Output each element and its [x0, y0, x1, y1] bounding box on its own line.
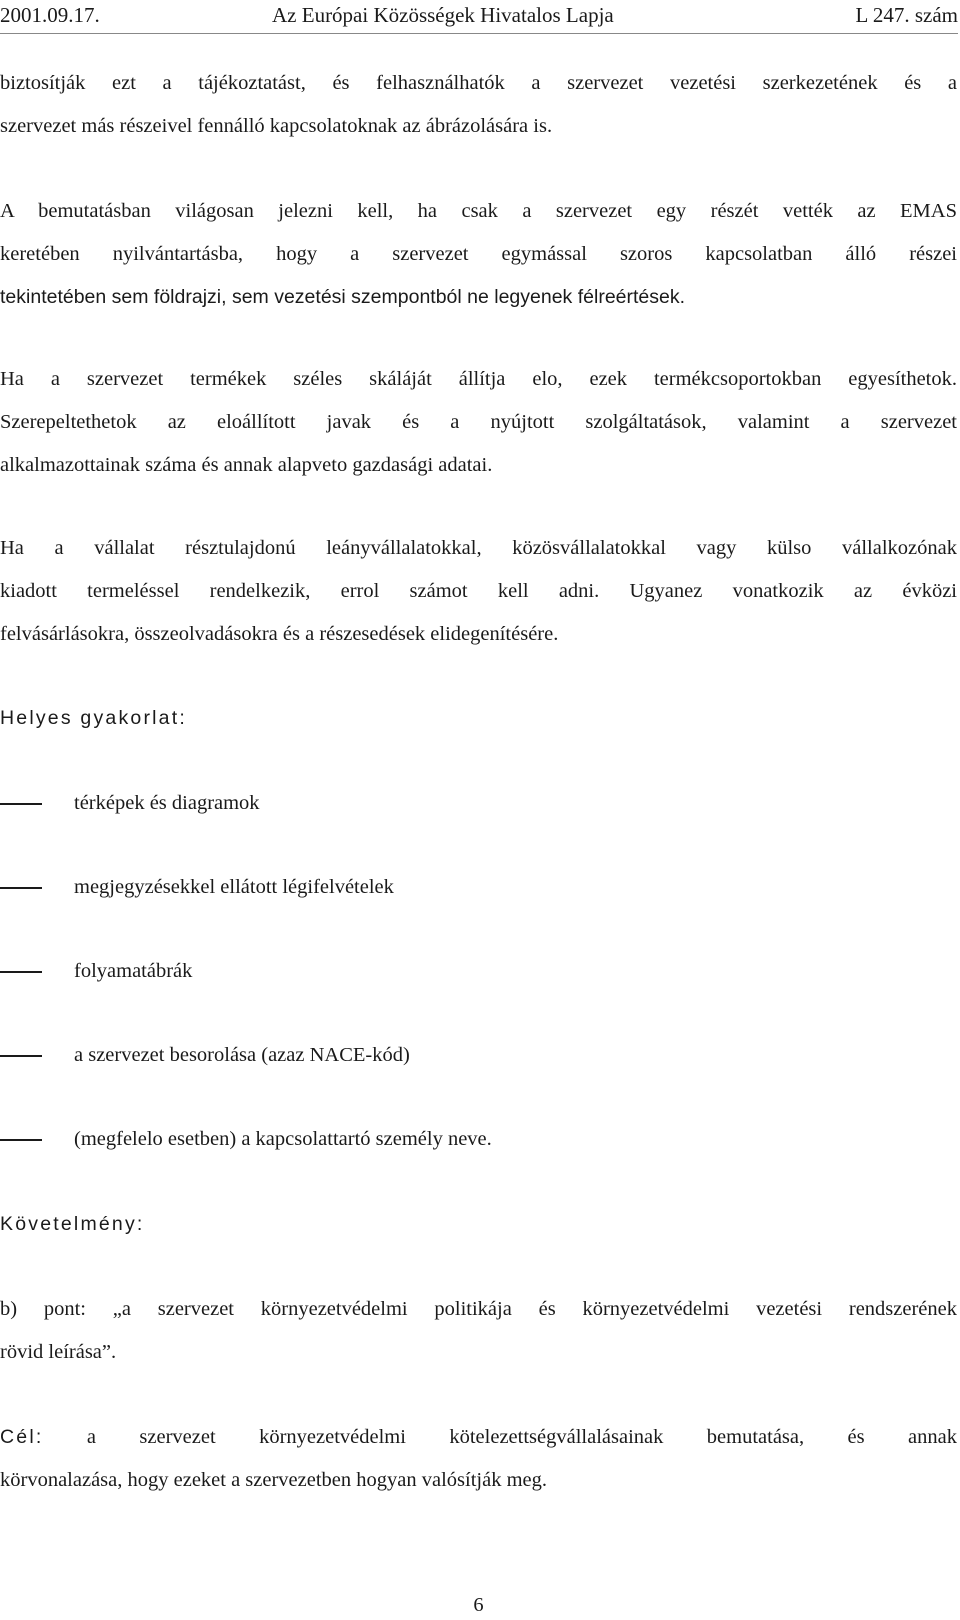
paragraph-line: A bemutatásban világosan jelezni kell, ha csak a szervezet egy részét vették az EMAS [0, 200, 957, 222]
list-item-text: megjegyzésekkel ellátott légifelvételek [74, 876, 394, 898]
page-number: 6 [473, 1594, 484, 1616]
header-divider [0, 33, 958, 34]
paragraph-line: felvásárlásokra, összeolvadásokra és a részesedések elidegenítésére. [0, 623, 559, 645]
paragraph-line: Szerepeltethetok az eloállított javak és a nyújtott szolgáltatások, valamint a szervezet [0, 411, 957, 433]
header-issue-number: L 247. szám [855, 3, 958, 27]
paragraph-line: kiadott termeléssel rendelkezik, errol számot kell adni. Ugyanez vonatkozik az évközi [0, 580, 957, 602]
list-item-text: a szervezet besorolása (azaz NACE-kód) [74, 1044, 410, 1066]
list-item-text: folyamatábrák [74, 960, 193, 982]
list-item [0, 866, 957, 909]
goal-paragraph [0, 1416, 957, 1502]
dash-bullet-icon [0, 1055, 42, 1057]
list-item-text: térképek és diagramok [74, 792, 260, 814]
dash-bullet-icon [0, 803, 42, 805]
goal-label: Cél: [0, 1426, 44, 1448]
requirement-heading-block [0, 1203, 957, 1246]
list-item-text: (megfelelo esetben) a kapcsolattartó személy neve. [74, 1128, 492, 1150]
paragraph-4 [0, 527, 957, 656]
goal-line [0, 1416, 957, 1459]
dash-bullet-icon [0, 1139, 42, 1141]
good-practice-heading: Helyes gyakorlat: [0, 707, 187, 729]
goal-text: a szervezet környezetvédelmi kötelezettségvállalásainak bemutatása, és annak [86, 1426, 957, 1448]
paragraph-line: tekintetében sem földrajzi, sem vezetési szempontból ne legyenek félreértések. [0, 286, 686, 308]
list-item [0, 950, 957, 993]
paragraph-line: biztosítják ezt a tájékoztatást, és felhasználhatók a szervezet vezetési szerkezetének és a [0, 72, 957, 94]
paragraph-line: Ha a szervezet termékek széles skáláját állítja elo, ezek termékcsoportokban egyesíthetok. [0, 368, 957, 390]
goal-line: körvonalazása, hogy ezeket a szervezetben hogyan valósítják meg. [0, 1469, 548, 1491]
paragraph-3 [0, 358, 957, 487]
paragraph-line: alkalmazottainak száma és annak alapveto gazdasági adatai. [0, 454, 493, 476]
paragraph-line: Ha a vállalat résztulajdonú leányvállalatokkal, közösvállalatokkal vagy külso vállalkozónak [0, 537, 957, 559]
paragraph-line: szervezet más részeivel fennálló kapcsolatoknak az ábrázolására is. [0, 115, 553, 137]
paragraph-2 [0, 190, 957, 319]
list-item [0, 1118, 957, 1161]
requirement-heading: Követelmény: [0, 1213, 145, 1235]
list-item [0, 782, 957, 825]
paragraph-1 [0, 62, 957, 148]
page-header [0, 0, 958, 34]
list-item [0, 1034, 957, 1077]
paragraph-line: keretében nyilvántartásba, hogy a szervezet egymással szoros kapcsolatban álló részei [0, 243, 957, 265]
good-practice-heading-block [0, 697, 957, 740]
header-journal-title: Az Európai Közösségek Hivatalos Lapja [272, 3, 614, 27]
paragraph-line: rövid leírása”. [0, 1341, 117, 1363]
dash-bullet-icon [0, 971, 42, 973]
paragraph-line: b) pont: „a szervezet környezetvédelmi politikája és környezetvédelmi vezetési rendszerének [0, 1298, 957, 1320]
header-date: 2001.09.17. [0, 3, 100, 27]
dash-bullet-icon [0, 887, 42, 889]
requirement-text [0, 1288, 957, 1374]
